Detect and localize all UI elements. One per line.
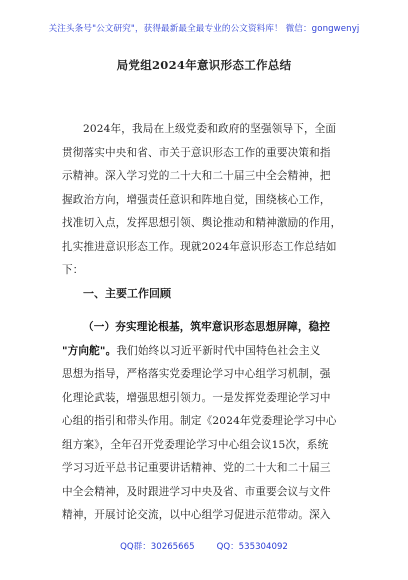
intro-line: 2024年，我局在上级党委和政府的坚强领导下，全面 <box>83 123 337 135</box>
intro-line: 找准切入点，发挥思想引领、舆论推动和精神激励的作用， <box>62 217 342 229</box>
intro-line: 示精神。深入学习党的二十大和二十届三中全会精神，把 <box>62 170 331 182</box>
subsection-heading-tail: "方向舵"。 <box>62 344 117 357</box>
intro-line: 贯彻落实中央和省、市关于意识形态工作的重要决策和指 <box>62 146 331 159</box>
subsection-heading: （一）夯实理论根基，筑牢意识形态思想屏障，稳控 <box>83 321 331 333</box>
header-banner[interactable]: 关注头条号"公文研究"，获得最新最全最专业的公文资料库！ 微信：gongwenyj <box>48 24 360 34</box>
document-title: 局党组2024年意识形态工作总结 <box>116 58 292 72</box>
intro-line: 扎实推进意识形态工作。现就2024年意识形态工作总结如 <box>62 240 337 253</box>
subsection-line: 组方案》，全年召开党委理论学习中心组会议15次，系统 <box>62 438 329 451</box>
subsection-line: 思想为指导，严格落实党委理论学习中心组学习机制，强 <box>62 368 331 380</box>
subsection-line: 化理论武装，增强思想引领力。一是发挥党委理论学习中 <box>62 391 331 404</box>
subsection-heading-continued <box>62 340 348 364</box>
footer-contact <box>0 540 408 552</box>
footer-qq[interactable]: QQ：535304092 <box>216 542 288 552</box>
intro-paragraph <box>62 118 348 283</box>
subsection-line: 心组的指引和带头作用。制定《2024年党委理论学习中心 <box>62 415 337 427</box>
intro-line: 下： <box>62 264 84 276</box>
subsection-line: 精神，开展讨论交流，以中心组学习促进示范带动。深入 <box>62 509 331 521</box>
subsection-line: 学习习近平总书记重要讲话精神、党的二十大和二十届三 <box>62 462 331 474</box>
subsection-paragraph <box>62 316 348 528</box>
subsection-line: 中全会精神，及时跟进学习中央及省、市重要会议与文件 <box>62 485 331 498</box>
intro-line: 握政治方向，增强责任意识和阵地自觉，围绕核心工作， <box>62 193 331 206</box>
subsection-body-first: 我们始终以习近平新时代中国特色社会主义 <box>116 344 321 357</box>
footer-qq-group[interactable]: QQ群：30265665 <box>120 542 195 552</box>
section-heading: 一、主要工作回顾 <box>83 287 171 300</box>
